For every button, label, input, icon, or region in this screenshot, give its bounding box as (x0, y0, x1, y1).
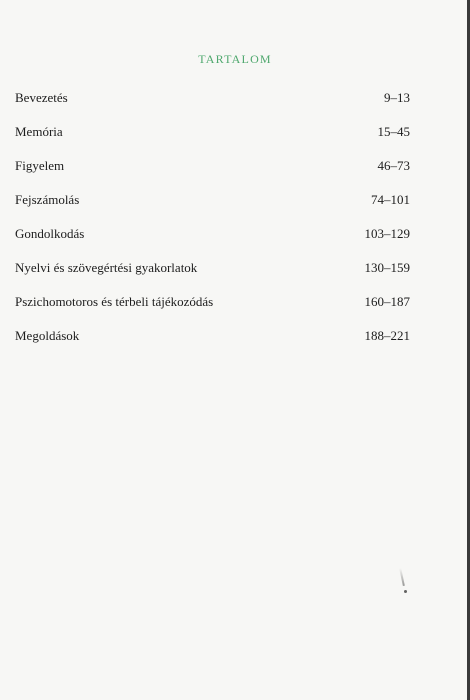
toc-entry-pages: 160–187 (364, 294, 410, 309)
toc-entry-label: Memória (15, 124, 63, 139)
toc-row-figyelem (15, 150, 410, 184)
toc-row-gondolkodas (15, 218, 410, 252)
table-of-contents (15, 82, 410, 354)
toc-entry-pages: 46–73 (377, 158, 410, 173)
toc-entry-label: Gondolkodás (15, 226, 85, 241)
toc-entry-label: Megoldások (15, 328, 80, 343)
toc-entry-pages: 103–129 (364, 226, 410, 241)
toc-entry-label: Pszichomotoros és térbeli tájékozódás (15, 294, 214, 309)
toc-heading: TARTALOM (198, 52, 272, 66)
toc-row-nyelvi (15, 252, 410, 286)
toc-entry-pages: 130–159 (364, 260, 410, 275)
toc-entry-label: Fejszámolás (15, 192, 80, 207)
toc-entry-label: Figyelem (15, 158, 65, 173)
toc-row-pszichomotoros (15, 286, 410, 320)
toc-entry-label: Nyelvi és szövegértési gyakorlatok (15, 260, 198, 275)
toc-entry-pages: 15–45 (377, 124, 410, 139)
toc-row-megoldasok (15, 320, 410, 354)
pencil-dot (404, 590, 407, 593)
toc-row-fejszamolas (15, 184, 410, 218)
toc-entry-pages: 188–221 (364, 328, 410, 343)
pencil-mark (399, 568, 405, 586)
toc-row-bevezetes (15, 82, 410, 116)
toc-entry-pages: 74–101 (371, 192, 410, 207)
toc-entry-label: Bevezetés (15, 90, 68, 105)
toc-row-memoria (15, 116, 410, 150)
toc-entry-pages: 9–13 (384, 90, 410, 105)
